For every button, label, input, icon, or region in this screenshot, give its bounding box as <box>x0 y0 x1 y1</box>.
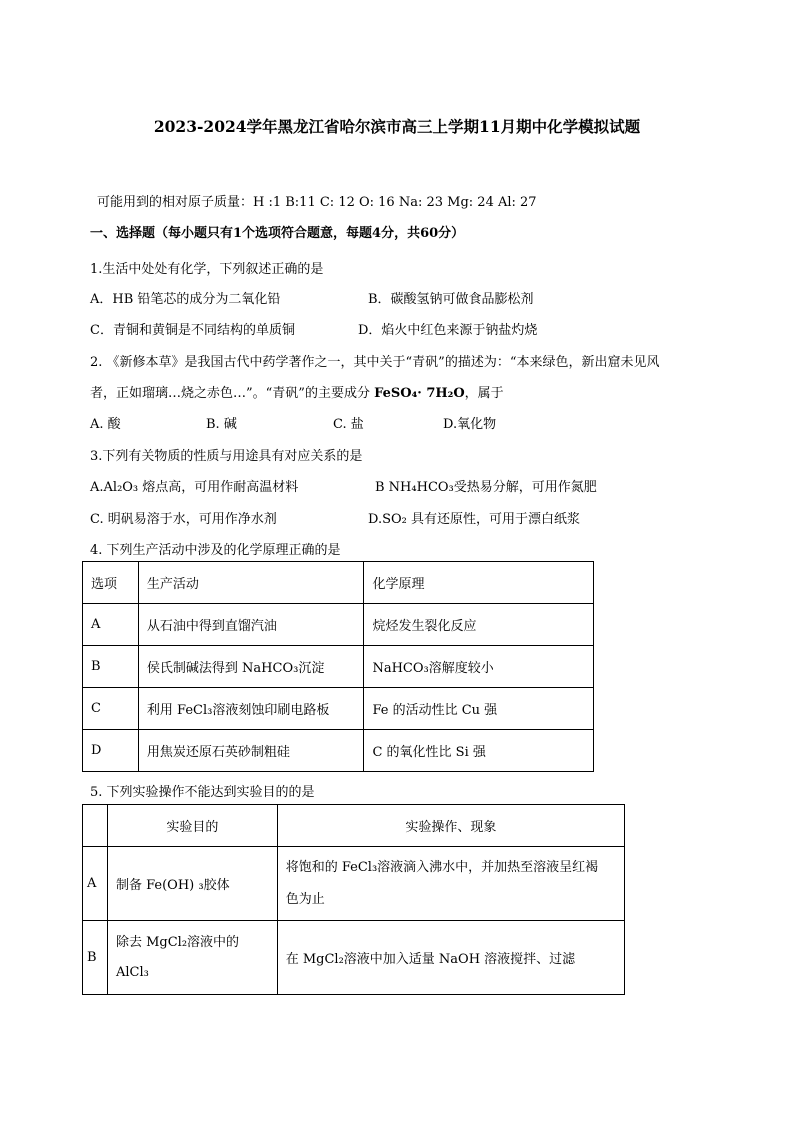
q2-option-c: C. 盐 <box>333 417 364 432</box>
q2-stem-line2 <box>90 382 504 401</box>
q3-option-b: B NH₄HCO₃受热易分解，可用作氮肥 <box>375 480 597 495</box>
table-cell: A <box>83 847 108 921</box>
table-row <box>83 847 625 921</box>
table-cell: B <box>83 646 139 688</box>
table-cell: C 的氧化性比 Si 强 <box>364 730 594 772</box>
q1-option-a: A．HB 铅笔芯的成分为二氧化铅 <box>90 292 281 307</box>
table-header-cell: 生产活动 <box>138 562 364 604</box>
table-cell: B <box>83 921 108 995</box>
q2-option-b: B. 碱 <box>206 417 237 432</box>
q1-option-d: D．焰火中红色来源于钠盐灼烧 <box>358 323 538 338</box>
table-row <box>83 604 594 646</box>
q2-formula: FeSO₄· 7H₂O <box>374 386 465 401</box>
table-header-cell: 实验操作、现象 <box>277 805 624 847</box>
table-header-cell <box>83 805 108 847</box>
table-cell: 利用 FeCl₃溶液刻蚀印刷电路板 <box>138 688 364 730</box>
table-cell: 在 MgCl₂溶液中加入适量 NaOH 溶液搅拌、过滤 <box>277 921 624 995</box>
section-heading: 一、选择题（每小题只有1个选项符合题意，每题4分，共60分） <box>90 226 465 241</box>
q3-stem: 3.下列有关物质的性质与用途具有对应关系的是 <box>90 449 363 464</box>
q1-stem: 1.生活中处处有化学，下列叙述正确的是 <box>90 262 324 277</box>
q1-option-b: B．碳酸氢钠可做食品膨松剂 <box>368 292 534 307</box>
table-cell: 侯氏制碱法得到 NaHCO₃沉淀 <box>138 646 364 688</box>
table-header-cell: 选项 <box>83 562 139 604</box>
table-cell: 用焦炭还原石英砂制粗硅 <box>138 730 364 772</box>
cell-line: AlCl₃ <box>115 964 149 980</box>
table-cell: D <box>83 730 139 772</box>
table-cell: 烷烃发生裂化反应 <box>364 604 594 646</box>
q5-stem: 5. 下列实验操作不能达到实验目的的是 <box>90 785 315 800</box>
table-header-cell: 化学原理 <box>364 562 594 604</box>
table-row <box>83 921 625 995</box>
q4-table <box>82 561 594 772</box>
table-cell: 从石油中得到直馏汽油 <box>138 604 364 646</box>
table-row <box>83 646 594 688</box>
cell-line: 色为止 <box>285 891 325 907</box>
q3-option-d: D.SO₂ 具有还原性，可用于漂白纸浆 <box>368 512 580 527</box>
q2-option-d: D.氧化物 <box>443 417 497 432</box>
cell-line: 除去 MgCl₂溶液中的 <box>115 934 240 950</box>
table-cell: NaHCO₃溶解度较小 <box>364 646 594 688</box>
page-title: 2023-2024学年黑龙江省哈尔滨市高三上学期11月期中化学模拟试题 <box>153 117 641 136</box>
q3-option-a: A.Al₂O₃ 熔点高，可用作耐高温材料 <box>90 480 299 495</box>
table-cell: C <box>83 688 139 730</box>
table-row <box>83 730 594 772</box>
q2-stem-text: 者，正如瑠璃…烧之赤色…”。“青矾”的主要成分 <box>90 386 375 401</box>
table-header-row <box>83 805 625 847</box>
table-cell <box>107 921 277 995</box>
cell-line: 将饱和的 FeCl₃溶液滴入沸水中，并加热至溶液呈红褐 <box>285 859 599 875</box>
table-cell: Fe 的活动性比 Cu 强 <box>364 688 594 730</box>
q2-option-a: A. 酸 <box>90 417 121 432</box>
q5-table <box>82 804 625 995</box>
q2-stem-end: ，属于 <box>464 386 504 401</box>
q2-stem-line1: 2. 《新修本草》是我国古代中药学著作之一，其中关于“青矾”的描述为：“本来绿色，新出窟未见风 <box>90 355 660 370</box>
table-cell: A <box>83 604 139 646</box>
table-header-row <box>83 562 594 604</box>
table-row <box>83 688 594 730</box>
q1-option-c: C．青铜和黄铜是不同结构的单质铜 <box>90 323 295 338</box>
q3-option-c: C. 明矾易溶于水，可用作净水剂 <box>90 512 277 527</box>
table-cell: 制备 Fe(OH) ₃胶体 <box>107 847 277 921</box>
table-cell <box>277 847 624 921</box>
table-header-cell: 实验目的 <box>107 805 277 847</box>
atomic-masses: 可能用到的相对原子质量：H :1 B:11 C: 12 O: 16 Na: 23 Mg: 24 Al: 27 <box>97 195 537 210</box>
q4-stem: 4. 下列生产活动中涉及的化学原理正确的是 <box>90 543 341 558</box>
